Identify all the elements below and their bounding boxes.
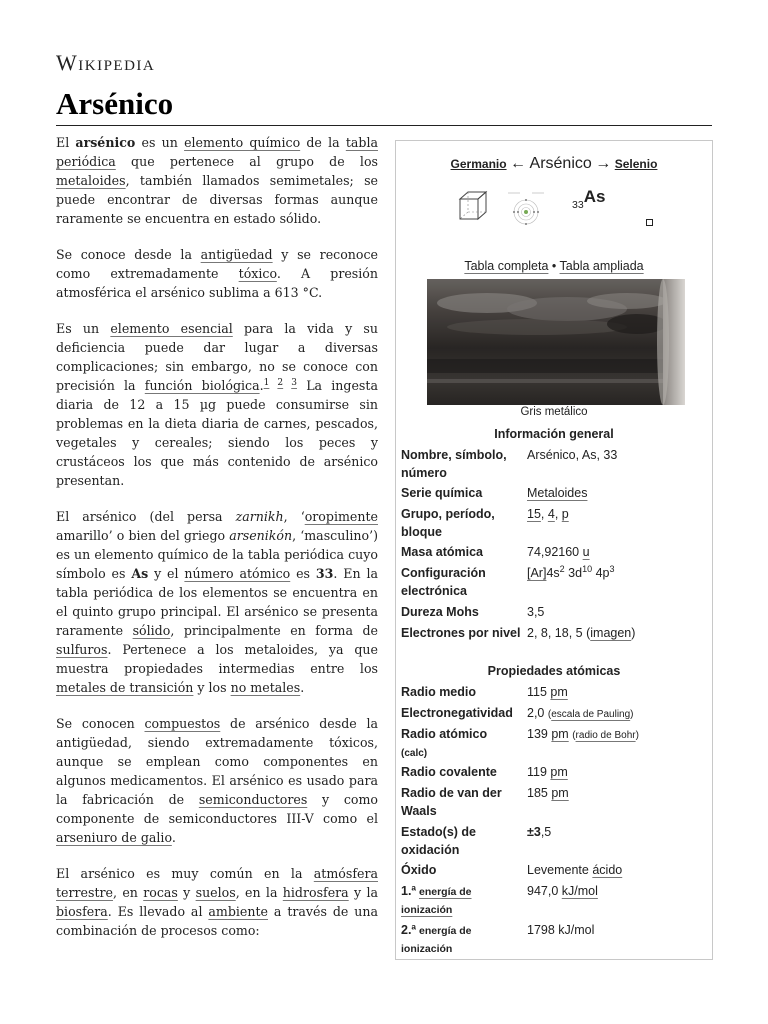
link-ambiente[interactable]: ambiente bbox=[208, 904, 268, 919]
photo-caption: Gris metálico bbox=[520, 406, 588, 418]
arrow-right-icon: → bbox=[595, 155, 612, 172]
article-body bbox=[56, 133, 378, 957]
link-arseniuro-de-galio[interactable]: arseniuro de galio bbox=[56, 830, 172, 845]
text: . Pertenece a los metaloides, ya que muestra propiedades intermedias entre los bbox=[56, 642, 378, 676]
link-solido[interactable]: sólido bbox=[132, 623, 171, 638]
bold-term: 33 bbox=[315, 566, 334, 581]
text: El arsénico es muy común en la bbox=[56, 866, 314, 881]
link-pm[interactable]: pm bbox=[551, 727, 569, 741]
link-radio-bohr[interactable]: radio de Bohr bbox=[575, 730, 636, 741]
row-label: Masa atómica bbox=[401, 545, 483, 559]
nav-prev-link[interactable]: Germanio bbox=[450, 157, 507, 171]
color-square-icon bbox=[646, 219, 653, 226]
row-value: 115 bbox=[527, 685, 547, 699]
bold-term: As bbox=[131, 566, 149, 581]
row-value: 1798 kJ/mol bbox=[527, 923, 595, 937]
text: La ingesta diaria de 12 a 15 µg puede consumirse sin problemas en la dieta diaria de carnes, pescados, vegetales y cereales; siendo los peces y crustáceos los que más contenido de arsénico presentan. bbox=[56, 378, 378, 488]
reference-1[interactable]: 1 bbox=[263, 377, 270, 388]
row-value-bold: ±3 bbox=[527, 825, 541, 839]
link-antiguedad[interactable]: antigüedad bbox=[200, 247, 273, 262]
row-label bbox=[401, 883, 523, 919]
reference-3[interactable]: 3 bbox=[291, 377, 297, 388]
element-symbol bbox=[572, 187, 606, 211]
paragraph-antiguedad bbox=[56, 245, 378, 302]
row-label bbox=[401, 922, 523, 958]
text: y bbox=[177, 885, 196, 900]
crystal-structure-icon[interactable] bbox=[456, 189, 490, 223]
link-bloque[interactable]: p bbox=[561, 507, 569, 521]
arsenic-sample-photo[interactable] bbox=[427, 279, 685, 405]
row-value: 185 bbox=[527, 786, 548, 800]
row-value: 2,0 bbox=[527, 706, 545, 720]
row-value: 2, 8, 18, 5 bbox=[527, 626, 583, 640]
row-label: Dureza Mohs bbox=[401, 605, 479, 619]
text: Es un bbox=[56, 321, 111, 336]
link-funcion-biologica[interactable]: función biológica bbox=[144, 378, 260, 393]
section-propiedades-atomicas: Propiedades atómicas bbox=[487, 664, 621, 678]
link-suelos[interactable]: suelos bbox=[195, 885, 236, 900]
reference-2[interactable]: 2 bbox=[277, 377, 284, 388]
link-pm[interactable]: pm bbox=[550, 765, 568, 779]
row-value: Arsénico, As, 33 bbox=[527, 448, 618, 462]
arrow-left-icon: ← bbox=[510, 155, 527, 172]
text: . bbox=[171, 830, 176, 845]
text: . bbox=[259, 378, 264, 393]
paragraph-etimologia bbox=[56, 507, 378, 697]
link-toxico[interactable]: tóxico bbox=[238, 266, 277, 281]
text: es bbox=[290, 566, 316, 581]
wikipedia-logo[interactable]: Wikipedia bbox=[56, 50, 156, 75]
link-unidad-masa[interactable]: u bbox=[582, 545, 590, 559]
link-atmosfera-terrestre[interactable]: atmósfera terrestre bbox=[56, 866, 378, 900]
symbol-text: As bbox=[583, 187, 606, 206]
link-elemento-esencial[interactable]: elemento esencial bbox=[110, 321, 233, 336]
link-argon[interactable]: [Ar] bbox=[527, 566, 547, 580]
link-acido[interactable]: ácido bbox=[592, 863, 623, 877]
link-elemento-quimico[interactable]: elemento químico bbox=[184, 135, 301, 150]
electron-count: 2 bbox=[559, 563, 565, 574]
text: , también llamados semimetales; se puede encontrar de diversas formas aunque raramente se encuentra en estado sólido. bbox=[56, 173, 378, 226]
paragraph-esencial bbox=[56, 319, 378, 490]
link-grupo[interactable]: 15 bbox=[527, 507, 541, 521]
italic-term: zarnikh bbox=[235, 509, 284, 524]
text: El bbox=[56, 135, 76, 150]
text: , en la bbox=[235, 885, 283, 900]
text: de la bbox=[300, 135, 346, 150]
infobox: Germanio ← Arsénico → Selenio $_{33}$As Tabla completa • Tabla ampliada Gris metálico Información general Nombre, símbolo, número Arsénico, As, 33 Serie química Metaloides Grupo, período, bloque 15, 4, p Masa atómica 74,92160 u Configuración electrónica $[Ar]4s^2$ $3d^{10}$ $4p^3$ Dureza Mohs 3,5 Electrones por nivel 2, 8, 18, 5 (imagen) Propiedades atómicas Radio medio 115 pm Electronegatividad 2,0 (escala de Pauling) Radio atómico (calc) 139 pm (radio de Bohr) Radio covalente 119 pm Radio de van der Waals 185 pm Estado(s) de oxidación ±3,5 Óxido Levemente ácido 1.ª energía de ionización 947,0 kJ/mol 2.ª energía de ionización 1798 kJ/mol bbox=[395, 140, 713, 960]
text: y se reconoce como extremadamente bbox=[56, 247, 378, 281]
link-metales-de-transicion[interactable]: metales de transición bbox=[56, 680, 194, 695]
text: . A presión atmosférica el arsénico sublima a 613 °C. bbox=[56, 266, 378, 300]
electron-shell-icon[interactable] bbox=[506, 187, 546, 227]
link-numero-atomico[interactable]: número atómico bbox=[184, 566, 291, 581]
section-informacion-general: Información general bbox=[494, 427, 614, 441]
text: . En la tabla periódica de los elementos se encuentra en el quinto grupo principal. El arsénico se presenta raramente bbox=[56, 566, 378, 638]
row-label: Grupo, período, bloque bbox=[401, 507, 495, 539]
row-label: Serie química bbox=[401, 486, 483, 500]
title-divider bbox=[56, 125, 712, 126]
text: , principalmente en forma de bbox=[170, 623, 378, 638]
row-label: Óxido bbox=[401, 863, 437, 877]
row-label bbox=[401, 726, 523, 762]
link-compuestos[interactable]: compuestos bbox=[144, 716, 221, 731]
link-biosfera[interactable]: biosfera bbox=[56, 904, 108, 919]
link-rocas[interactable]: rocas bbox=[143, 885, 178, 900]
row-label: Configuración electrónica bbox=[401, 566, 486, 598]
text: , ‘ bbox=[283, 509, 305, 524]
orbital: 4s bbox=[546, 566, 560, 580]
row-label: Estado(s) de oxidación bbox=[401, 825, 477, 857]
link-metaloides[interactable]: metaloides bbox=[56, 173, 126, 188]
text: y el bbox=[148, 566, 185, 581]
row-label: Radio covalente bbox=[401, 765, 497, 779]
link-metaloides[interactable]: Metaloides bbox=[527, 486, 588, 500]
text: El arsénico (del persa bbox=[56, 509, 236, 524]
link-sulfuros[interactable]: sulfuros bbox=[56, 642, 108, 657]
orbital: 3d bbox=[568, 566, 583, 580]
link-hidrosfera[interactable]: hidrosfera bbox=[282, 885, 349, 900]
row-label: Electronegatividad bbox=[401, 706, 513, 720]
nav-next-link[interactable]: Selenio bbox=[614, 157, 658, 171]
page-title: Arsénico bbox=[56, 86, 174, 121]
element-navigation bbox=[396, 155, 712, 173]
text: y la bbox=[348, 885, 378, 900]
nav-current: Arsénico bbox=[529, 155, 592, 172]
link-no-metales[interactable]: no metales bbox=[230, 680, 301, 695]
link-energia-ionizacion[interactable]: energía de ionización bbox=[401, 886, 472, 916]
paragraph-intro bbox=[56, 133, 378, 228]
link-imagen[interactable]: imagen bbox=[590, 626, 632, 640]
link-tabla-periodica[interactable]: tabla periódica bbox=[56, 135, 378, 169]
text: , ‘masculino’) es un elemento químico de la tabla periódica cuyo símbolo es bbox=[56, 528, 378, 581]
row-value: Levemente bbox=[527, 863, 589, 877]
italic-term: arsenikón bbox=[229, 528, 293, 543]
label-ordinal: 2.ª bbox=[401, 923, 417, 937]
row-label: Radio medio bbox=[401, 685, 477, 699]
paragraph-compuestos bbox=[56, 714, 378, 847]
row-value: 139 bbox=[527, 727, 548, 741]
row-value: 74,92160 bbox=[527, 545, 580, 559]
separator: • bbox=[551, 259, 557, 273]
electron-count: 10 bbox=[582, 563, 593, 574]
text: de arsénico desde la antigüedad, siendo extremadamente tóxicos, aunque se emplean como componentes en algunos medicamentos. El arsénico es usado para la fabricación de bbox=[56, 716, 378, 807]
text: a través de una combinación de procesos como: bbox=[56, 904, 378, 938]
link-escala-pauling[interactable]: escala de Pauling bbox=[551, 709, 631, 720]
link-oropimente[interactable]: oropimente bbox=[304, 509, 378, 524]
row-value: ,5 bbox=[540, 825, 552, 839]
paragraph-ambiente bbox=[56, 864, 378, 940]
text: es un bbox=[135, 135, 185, 150]
row-label: Nombre, símbolo, número bbox=[401, 448, 507, 480]
row-value: 119 bbox=[527, 765, 547, 779]
atomic-number: 33 bbox=[572, 199, 584, 211]
text: para la vida y su deficiencia puede dar lugar a diversas complicaciones; sin embargo, no se conoce con precisión la bbox=[56, 321, 378, 393]
text: . Es llevado al bbox=[107, 904, 209, 919]
row-value: 3,5 bbox=[527, 605, 545, 619]
text: . bbox=[300, 680, 305, 695]
label-text: energía de ionización bbox=[401, 925, 472, 955]
text: , en bbox=[113, 885, 144, 900]
text: y como componente de semiconductores III-V como el bbox=[56, 792, 378, 826]
text: Se conoce desde la bbox=[56, 247, 201, 262]
label-sub: (calc) bbox=[401, 747, 428, 759]
link-tabla-ampliada[interactable]: Tabla ampliada bbox=[559, 259, 644, 273]
link-kj-mol[interactable]: kJ/mol bbox=[561, 884, 598, 898]
text: que pertenece al grupo de los bbox=[115, 154, 378, 169]
text: Se conocen bbox=[56, 716, 145, 731]
table-links bbox=[396, 259, 712, 273]
label-text: Radio atómico bbox=[401, 727, 488, 741]
row-label: Electrones por nivel bbox=[401, 626, 521, 640]
label-ordinal: 1.ª bbox=[401, 884, 417, 898]
electron-count: 3 bbox=[609, 563, 615, 574]
row-value: 947,0 bbox=[527, 884, 559, 898]
link-pm[interactable]: pm bbox=[551, 786, 569, 800]
row-label: Radio de van der Waals bbox=[401, 786, 502, 818]
text: y los bbox=[193, 680, 231, 695]
bold-term: arsénico bbox=[75, 135, 136, 150]
link-periodo[interactable]: 4 bbox=[547, 507, 555, 521]
link-semiconductores[interactable]: semiconductores bbox=[198, 792, 308, 807]
link-pm[interactable]: pm bbox=[550, 685, 568, 699]
text: amarillo’ o bien del griego bbox=[56, 528, 230, 543]
orbital: 4p bbox=[595, 566, 610, 580]
link-tabla-completa[interactable]: Tabla completa bbox=[464, 259, 549, 273]
